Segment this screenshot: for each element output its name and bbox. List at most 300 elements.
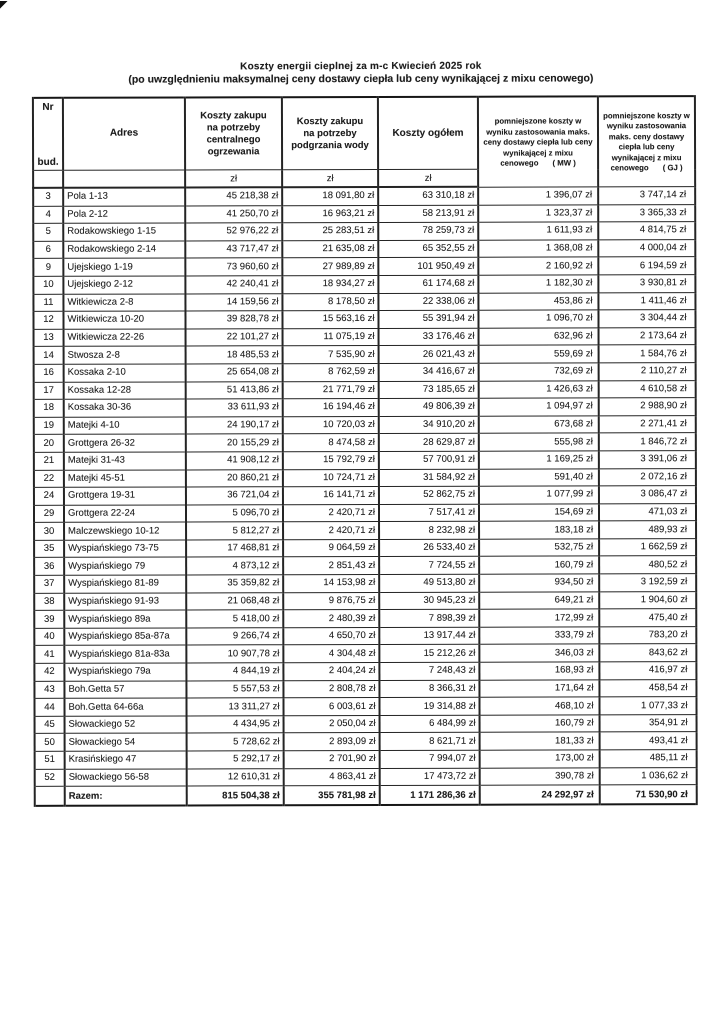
row-nr: 10: [33, 276, 63, 294]
row-mw: 1 096,70 zł: [478, 310, 598, 328]
row-adres: Witkiewicza 22-26: [64, 329, 186, 347]
row-adres: Wyspiańskiego 89a: [64, 610, 186, 628]
table-row: [34, 697, 696, 716]
row-mw: 453,86 zł: [478, 292, 598, 310]
header-discount-mw-unit: ( MW ): [552, 158, 576, 168]
table-row: [33, 292, 695, 311]
row-adres: Matejki 45-51: [64, 469, 186, 487]
row-adres: Witkiewicza 10-20: [63, 311, 185, 329]
row-adres: Matejki 31-43: [64, 452, 186, 470]
row-cw: 2 420,71 zł: [283, 504, 379, 522]
row-nr: 20: [34, 435, 64, 453]
header-discount-mw: [478, 96, 598, 186]
row-adres: Wyspiańskiego 73-75: [64, 540, 186, 558]
row-mw: 555,98 zł: [479, 433, 599, 451]
row-gj: 485,11 zł: [600, 750, 697, 768]
row-cw: 10 720,03 zł: [283, 416, 379, 434]
table-row: [33, 204, 695, 223]
row-co: 33 611,93 zł: [186, 399, 283, 417]
row-gj: 3 086,47 zł: [599, 486, 696, 504]
row-gj: 1 846,72 zł: [599, 433, 696, 451]
row-co: 17 468,81 zł: [186, 540, 283, 558]
row-mw: 173,00 zł: [480, 750, 600, 768]
header-adres: Adres: [63, 97, 185, 170]
row-co: 5 728,62 zł: [187, 733, 284, 751]
row-mw: 934,50 zł: [479, 574, 599, 592]
row-adres: Malczewskiego 10-12: [64, 522, 186, 540]
header-discount-gj: [598, 96, 695, 186]
row-ogolem: 33 176,46 zł: [379, 328, 479, 346]
row-gj: 354,91 zł: [600, 714, 697, 732]
row-mw: 532,75 zł: [479, 539, 599, 557]
row-cw: 18 934,27 zł: [282, 275, 378, 293]
row-cw: 25 283,51 zł: [282, 223, 378, 241]
row-mw: 559,69 zł: [479, 345, 599, 363]
row-mw: 1 426,63 zł: [479, 380, 599, 398]
table-row: [34, 626, 696, 645]
row-co: 73 960,60 zł: [185, 258, 282, 276]
row-adres: Słowackiego 56-58: [65, 769, 187, 787]
header-koszty-ogolem: Koszty ogółem: [378, 97, 478, 170]
row-mw: 1 169,25 zł: [479, 451, 599, 469]
row-gj: 4 610,58 zł: [599, 380, 696, 398]
table-row: [34, 398, 696, 417]
row-adres: Matejki 4-10: [64, 417, 186, 435]
header-discount-mw-word: cenowego: [500, 158, 539, 168]
row-cw: 15 563,16 zł: [282, 311, 378, 329]
row-co: 14 159,56 zł: [185, 293, 282, 311]
row-adres: Wyspiańskiego 79a: [64, 663, 186, 681]
row-cw: 8 474,58 zł: [283, 434, 379, 452]
unit-cell-empty-adres: [63, 170, 185, 188]
row-mw: 591,40 zł: [479, 468, 599, 486]
row-cw: 4 650,70 zł: [283, 627, 379, 645]
row-nr: 30: [34, 523, 64, 541]
row-cw: 10 724,71 zł: [283, 469, 379, 487]
row-adres: Kossaka 12-28: [64, 381, 186, 399]
row-mw: 172,99 zł: [479, 609, 599, 627]
row-ogolem: 57 700,91 zł: [379, 451, 479, 469]
row-nr: 36: [34, 558, 64, 576]
table-row: [33, 275, 695, 294]
row-co: 52 976,22 zł: [185, 223, 282, 241]
row-adres: Rodakowskiego 1-15: [63, 223, 185, 241]
row-gj: 4 814,75 zł: [598, 222, 695, 240]
table-row: [33, 257, 695, 276]
row-cw: 14 153,98 zł: [283, 575, 379, 593]
row-cw: 2 050,04 zł: [284, 715, 380, 733]
table-row: [34, 327, 696, 346]
row-cw: 16 963,21 zł: [282, 205, 378, 223]
header-koszty-co: Koszty zakupu na potrzeby centralnego ogrzewania: [185, 97, 282, 170]
row-mw: 181,33 zł: [480, 732, 600, 750]
row-mw: 154,69 zł: [479, 504, 599, 522]
row-nr: 14: [34, 347, 64, 365]
row-ogolem: 7 898,39 zł: [379, 609, 479, 627]
row-co: 5 418,00 zł: [186, 610, 283, 628]
row-nr: 18: [34, 399, 64, 417]
row-gj: 3 747,14 zł: [598, 186, 695, 204]
row-mw: 160,79 zł: [480, 715, 600, 733]
row-ogolem: 6 484,99 zł: [380, 715, 480, 733]
row-nr: 42: [34, 663, 64, 681]
table-row: [34, 556, 696, 575]
table-body: [33, 186, 697, 786]
row-adres: Kossaka 30-36: [64, 399, 186, 417]
table-row: [34, 486, 696, 505]
totals-cw: 355 781,98 zł: [284, 786, 380, 806]
row-gj: 2 271,41 zł: [599, 415, 696, 433]
table-row: [34, 468, 696, 487]
header-nr-top: Nr: [42, 101, 54, 113]
row-nr: 21: [34, 452, 64, 470]
row-ogolem: 58 213,91 zł: [378, 205, 478, 223]
row-ogolem: 17 473,72 zł: [380, 768, 480, 786]
row-co: 9 266,74 zł: [186, 628, 283, 646]
row-co: 4 873,12 zł: [186, 557, 283, 575]
row-co: 5 292,17 zł: [187, 751, 284, 769]
unit-cell-ogolem: zł: [378, 169, 478, 187]
table-row: [35, 732, 697, 751]
row-co: 22 101,27 zł: [186, 328, 283, 346]
row-co: 10 907,78 zł: [186, 645, 283, 663]
row-co: 36 721,04 zł: [186, 487, 283, 505]
row-nr: 37: [34, 575, 64, 593]
row-ogolem: 49 513,80 zł: [379, 574, 479, 592]
row-mw: 1 094,97 zł: [479, 398, 599, 416]
table-row: [34, 662, 696, 681]
row-adres: Witkiewicza 2-8: [63, 294, 185, 312]
row-nr: 5: [33, 223, 63, 241]
row-adres: Wyspiańskiego 85a-87a: [64, 628, 186, 646]
row-nr: 44: [34, 698, 64, 716]
row-co: 20 860,21 zł: [186, 469, 283, 487]
row-ogolem: 7 994,07 zł: [380, 750, 480, 768]
row-co: 25 654,08 zł: [186, 364, 283, 382]
row-nr: 9: [33, 259, 63, 277]
row-co: 41 908,12 zł: [186, 452, 283, 470]
row-mw: 1 077,99 zł: [479, 486, 599, 504]
row-ogolem: 73 185,65 zł: [379, 381, 479, 399]
row-nr: 35: [34, 540, 64, 558]
row-co: 20 155,29 zł: [186, 434, 283, 452]
row-mw: 1 611,93 zł: [478, 222, 598, 240]
row-co: 4 434,95 zł: [187, 716, 284, 734]
row-ogolem: 101 950,49 zł: [378, 258, 478, 276]
row-co: 35 359,82 zł: [186, 575, 283, 593]
row-mw: 333,79 zł: [479, 627, 599, 645]
row-nr: 38: [34, 593, 64, 611]
table-row: [34, 503, 696, 522]
row-mw: 632,96 zł: [479, 328, 599, 346]
row-ogolem: 34 910,20 zł: [379, 416, 479, 434]
row-gj: 2 110,27 zł: [599, 363, 696, 381]
row-gj: 3 930,81 zł: [598, 275, 695, 293]
row-co: 12 610,31 zł: [187, 768, 284, 786]
row-mw: 2 160,92 zł: [478, 257, 598, 275]
totals-ogolem: 1 171 286,36 zł: [380, 785, 480, 805]
row-adres: Rodakowskiego 2-14: [63, 241, 185, 259]
table-row: [34, 433, 696, 452]
row-gj: 1 036,62 zł: [600, 767, 697, 785]
row-cw: 21 635,08 zł: [282, 240, 378, 258]
row-adres: Stwosza 2-8: [64, 346, 186, 364]
totals-co: 815 504,38 zł: [187, 786, 284, 806]
totals-gj: 71 530,90 zł: [600, 785, 697, 805]
row-cw: 16 194,46 zł: [283, 399, 379, 417]
row-gj: 4 000,04 zł: [598, 239, 695, 257]
row-gj: 480,52 zł: [599, 556, 696, 574]
row-ogolem: 15 212,26 zł: [379, 645, 479, 663]
row-nr: 51: [35, 751, 65, 769]
table-row: [34, 609, 696, 628]
row-co: 13 311,27 zł: [186, 698, 283, 716]
row-gj: 471,03 zł: [599, 503, 696, 521]
table-row: [35, 750, 697, 769]
row-gj: 1 662,59 zł: [599, 539, 696, 557]
row-mw: 168,93 zł: [479, 662, 599, 680]
row-adres: Wyspiańskiego 81-89: [64, 575, 186, 593]
row-ogolem: 26 021,43 zł: [379, 346, 479, 364]
row-gj: 3 391,06 zł: [599, 451, 696, 469]
row-gj: 3 192,59 zł: [599, 574, 696, 592]
row-co: 5 557,53 zł: [186, 680, 283, 698]
row-cw: 2 851,43 zł: [283, 557, 379, 575]
table-row: [34, 679, 696, 698]
row-adres: Pola 2-12: [63, 206, 185, 224]
row-co: 43 717,47 zł: [185, 240, 282, 258]
row-gj: 475,40 zł: [599, 609, 696, 627]
header-discount-mw-text: pomniejszone koszty w wyniku zastosowania maks. ceny dostawy ciepła lub ceny wynikającej z mixu: [483, 116, 593, 158]
row-adres: Ujejskiego 1-19: [63, 258, 185, 276]
row-gj: 3 365,33 zł: [598, 204, 695, 222]
row-ogolem: 34 416,67 zł: [379, 363, 479, 381]
row-ogolem: 8 621,71 zł: [380, 733, 480, 751]
row-mw: 673,68 zł: [479, 416, 599, 434]
row-cw: 4 304,48 zł: [283, 645, 379, 663]
row-co: 5 812,27 zł: [186, 522, 283, 540]
row-co: 41 250,70 zł: [185, 205, 282, 223]
row-gj: 1 077,33 zł: [599, 697, 696, 715]
row-cw: 9 064,59 zł: [283, 539, 379, 557]
totals-mw: 24 292,97 zł: [480, 785, 600, 805]
unit-cell-empty-nr: [33, 170, 63, 188]
row-ogolem: 7 248,43 zł: [379, 662, 479, 680]
row-nr: 40: [34, 628, 64, 646]
row-adres: Słowackiego 52: [65, 716, 187, 734]
unit-cell-cw: zł: [282, 169, 378, 187]
header-nr-bottom: bud.: [37, 156, 59, 168]
row-nr: 6: [33, 241, 63, 259]
row-gj: 489,93 zł: [599, 521, 696, 539]
table-row: [33, 186, 695, 206]
row-adres: Grottgera 19-31: [64, 487, 186, 505]
row-nr: 39: [34, 611, 64, 629]
table-row: [34, 644, 696, 663]
row-gj: 2 988,90 zł: [599, 398, 696, 416]
row-co: 24 190,17 zł: [186, 416, 283, 434]
table-row: [34, 380, 696, 399]
row-gj: 843,62 zł: [599, 644, 696, 662]
title-block: [0, 59, 723, 87]
row-gj: 416,97 zł: [599, 662, 696, 680]
row-nr: 3: [33, 188, 63, 206]
row-co: 45 218,38 zł: [185, 187, 282, 205]
page-title: Koszty energii cieplnej za m-c Kwiecień 2025 rok: [240, 60, 482, 73]
header-discount-gj-unit: ( GJ ): [662, 163, 683, 173]
row-cw: 21 771,79 zł: [283, 381, 379, 399]
row-cw: 2 893,09 zł: [284, 733, 380, 751]
row-adres: Słowackiego 54: [65, 733, 187, 751]
row-cw: 2 701,90 zł: [284, 750, 380, 768]
row-mw: 390,78 zł: [480, 767, 600, 785]
row-mw: 1 323,37 zł: [478, 204, 598, 222]
row-co: 18 485,53 zł: [186, 346, 283, 364]
row-ogolem: 61 174,68 zł: [378, 275, 478, 293]
row-cw: 16 141,71 zł: [283, 487, 379, 505]
row-co: 5 096,70 zł: [186, 504, 283, 522]
row-cw: 2 404,24 zł: [283, 662, 379, 680]
header-discount-gj-word: cenowego: [610, 163, 649, 173]
row-ogolem: 52 862,75 zł: [379, 486, 479, 504]
row-mw: 1 182,30 zł: [478, 275, 598, 293]
row-nr: 4: [33, 206, 63, 224]
table-row: [34, 539, 696, 558]
row-ogolem: 55 391,94 zł: [378, 310, 478, 328]
row-nr: 52: [35, 769, 65, 787]
row-nr: 24: [34, 487, 64, 505]
row-ogolem: 8 232,98 zł: [379, 521, 479, 539]
table-row: [34, 591, 696, 610]
row-cw: 18 091,80 zł: [282, 187, 378, 205]
row-gj: 1 584,76 zł: [599, 345, 696, 363]
row-nr: 19: [34, 417, 64, 435]
row-nr: 45: [35, 716, 65, 734]
row-nr: 12: [33, 311, 63, 329]
row-co: 21 068,48 zł: [186, 592, 283, 610]
row-cw: 6 003,61 zł: [283, 698, 379, 716]
header-discount-gj-text: pomniejszone koszty w wyniku zastosowania maks. ceny dostawy ciepła lub ceny wynikającej z mixu: [603, 110, 690, 163]
table-row: [33, 310, 695, 329]
table-row: [34, 345, 696, 364]
totals-label: Razem:: [65, 786, 187, 806]
scan-artifact: [0, 1, 8, 10]
row-ogolem: 49 806,39 zł: [379, 398, 479, 416]
row-adres: Wyspiańskiego 91-93: [64, 593, 186, 611]
row-cw: 8 762,59 zł: [283, 363, 379, 381]
row-nr: 13: [34, 329, 64, 347]
row-co: 39 828,78 zł: [185, 311, 282, 329]
table-row: [34, 521, 696, 540]
row-adres: Boh.Getta 57: [64, 681, 186, 699]
row-nr: 41: [34, 646, 64, 664]
row-adres: Wyspiańskiego 79: [64, 557, 186, 575]
totals-empty-nr: [35, 786, 65, 806]
row-gj: 6 194,59 zł: [598, 257, 695, 275]
row-cw: 27 989,89 zł: [282, 258, 378, 276]
row-nr: 29: [34, 505, 64, 523]
row-ogolem: 7 724,55 zł: [379, 557, 479, 575]
row-cw: 11 075,19 zł: [283, 328, 379, 346]
row-mw: 1 396,07 zł: [478, 186, 598, 204]
table-row: [34, 363, 696, 382]
row-nr: 11: [33, 294, 63, 312]
row-mw: 346,03 zł: [479, 644, 599, 662]
row-adres: Wyspiańskiego 81a-83a: [64, 645, 186, 663]
page-subtitle: (po uwzględnieniu maksymalnej ceny dostawy ciepła lub ceny wynikającej z mixu cenowego): [128, 72, 594, 86]
header-nr: [33, 98, 63, 171]
row-ogolem: 78 259,73 zł: [378, 222, 478, 240]
row-ogolem: 65 352,55 zł: [378, 240, 478, 258]
row-cw: 7 535,90 zł: [283, 346, 379, 364]
row-ogolem: 19 314,88 zł: [379, 697, 479, 715]
row-mw: 183,18 zł: [479, 521, 599, 539]
totals-row: [35, 785, 697, 806]
row-mw: 649,21 zł: [479, 592, 599, 610]
row-mw: 171,64 zł: [479, 680, 599, 698]
row-nr: 16: [34, 364, 64, 382]
row-adres: Ujejskiego 2-12: [63, 276, 185, 294]
row-ogolem: 13 917,44 zł: [379, 627, 479, 645]
header-koszty-cw: Koszty zakupu na potrzeby podgrzania wody: [282, 97, 378, 170]
row-mw: 160,79 zł: [479, 556, 599, 574]
row-gj: 2 072,16 zł: [599, 468, 696, 486]
row-co: 51 413,86 zł: [186, 381, 283, 399]
row-gj: 783,20 zł: [599, 626, 696, 644]
row-gj: 493,41 zł: [600, 732, 697, 750]
table-row: [35, 714, 697, 733]
row-cw: 8 178,50 zł: [282, 293, 378, 311]
row-cw: 2 420,71 zł: [283, 522, 379, 540]
table-row: [34, 574, 696, 593]
row-adres: Krasińskiego 47: [65, 751, 187, 769]
row-ogolem: 28 629,87 zł: [379, 434, 479, 452]
table-row: [34, 415, 696, 434]
row-mw: 732,69 zł: [479, 363, 599, 381]
row-ogolem: 22 338,06 zł: [378, 293, 478, 311]
row-nr: 43: [34, 681, 64, 699]
row-gj: 2 173,64 zł: [599, 327, 696, 345]
row-adres: Boh.Getta 64-66a: [64, 698, 186, 716]
row-ogolem: 7 517,41 zł: [379, 504, 479, 522]
row-cw: 9 876,75 zł: [283, 592, 379, 610]
row-ogolem: 26 533,40 zł: [379, 539, 479, 557]
row-ogolem: 63 310,18 zł: [378, 187, 478, 205]
row-gj: 1 904,60 zł: [599, 591, 696, 609]
unit-cell-co: zł: [185, 170, 282, 188]
row-adres: Pola 1-13: [63, 187, 185, 205]
row-nr: 50: [35, 734, 65, 752]
row-co: 4 844,19 zł: [186, 663, 283, 681]
row-ogolem: 30 945,23 zł: [379, 592, 479, 610]
table-row: [33, 222, 695, 241]
row-adres: Kossaka 2-10: [64, 364, 186, 382]
row-cw: 2 480,39 zł: [283, 610, 379, 628]
row-adres: Grottgera 26-32: [64, 434, 186, 452]
row-ogolem: 8 366,31 zł: [379, 680, 479, 698]
row-adres: Grottgera 22-24: [64, 505, 186, 523]
row-co: 42 240,41 zł: [185, 276, 282, 294]
row-cw: 2 808,78 zł: [283, 680, 379, 698]
table-row: [35, 767, 697, 786]
row-gj: 1 411,46 zł: [598, 292, 695, 310]
table-row: [33, 239, 695, 258]
row-nr: 22: [34, 470, 64, 488]
row-nr: 17: [34, 382, 64, 400]
row-gj: 3 304,44 zł: [598, 310, 695, 328]
row-mw: 468,10 zł: [479, 697, 599, 715]
row-cw: 15 792,79 zł: [283, 451, 379, 469]
